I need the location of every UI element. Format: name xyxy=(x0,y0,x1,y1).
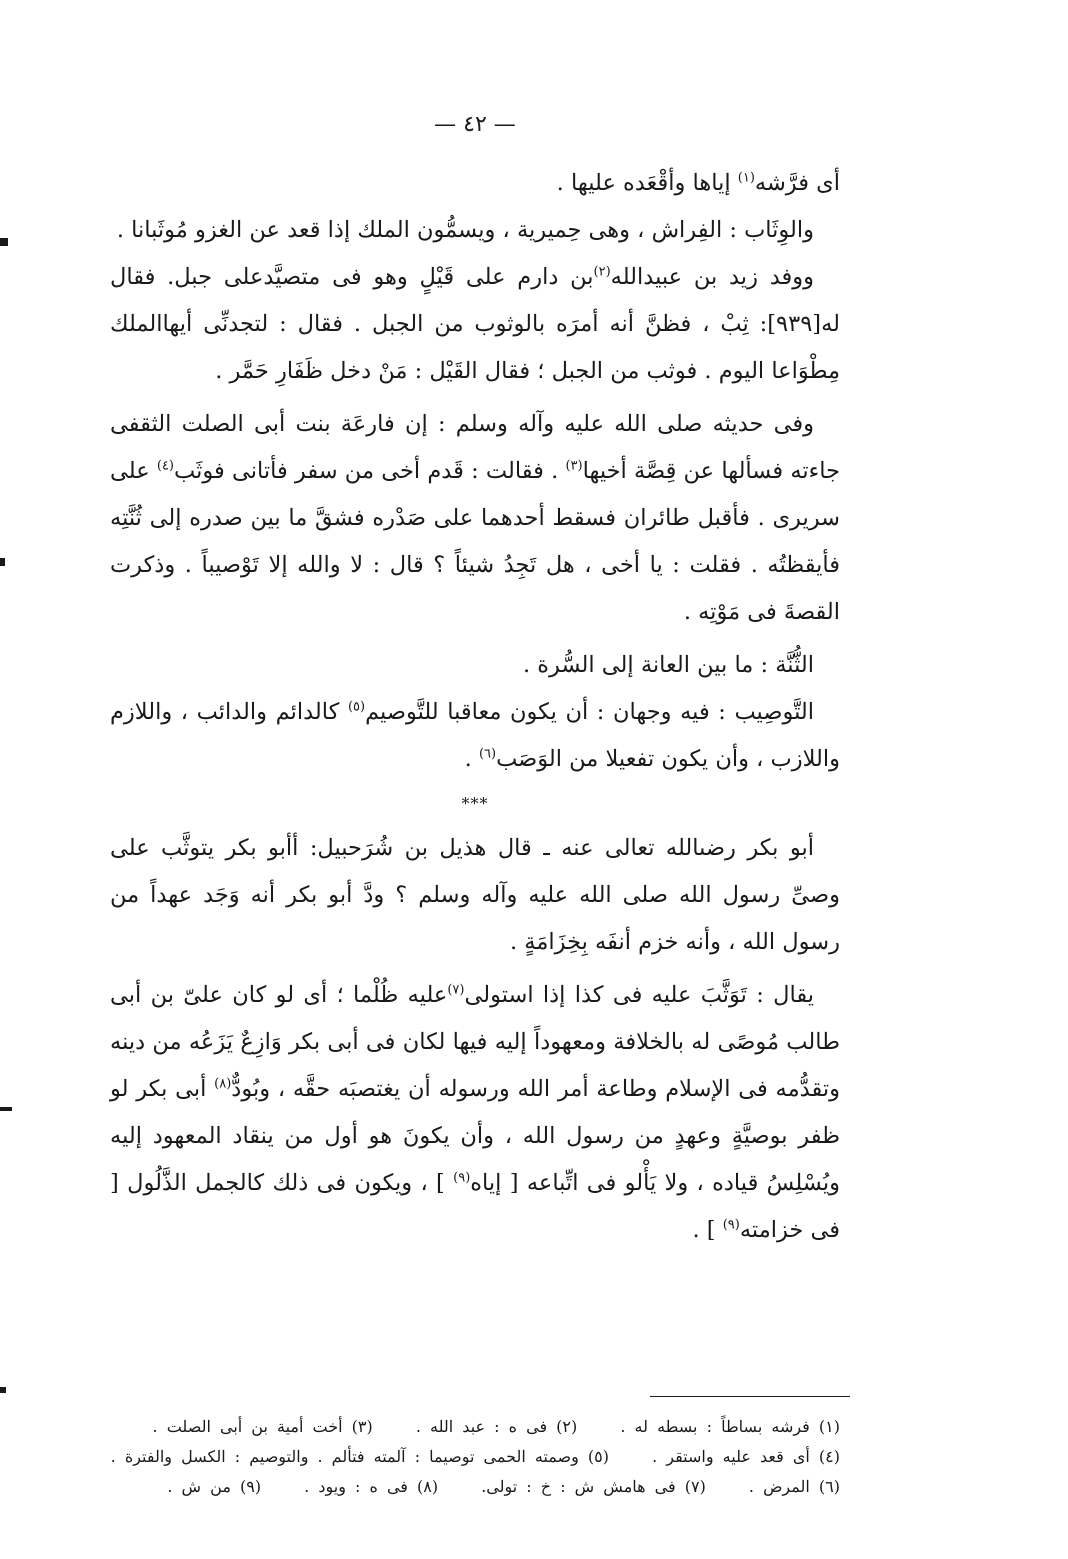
paragraph-3 xyxy=(110,254,840,395)
footnote-8: (٨) فى ه : ويود . xyxy=(304,1477,439,1496)
scan-mark xyxy=(0,1387,6,1393)
text-segment: كالدائم والدائب ، واللازم واللازب ، وأن يكون تفعيلا من الوَصَب xyxy=(110,699,840,772)
footnote-line-1 xyxy=(110,1412,840,1442)
footnote-ref[interactable]: (٦) xyxy=(478,746,497,762)
footnote-1: (١) فرشه بساطاً : بسطه له . xyxy=(620,1417,840,1436)
footnote-line-3 xyxy=(110,1472,840,1502)
footnote-6: (٦) المرض . xyxy=(748,1477,840,1496)
body-text xyxy=(110,160,840,1260)
text-segment: أبى بكر لو ظفر بوصيَّةٍ وعهدٍ من رسول الله ، وأن يكونَ هو أول من ينقاد المعهود إليه ويُسْلِسُ قياده ، ولا يَأْلو فى اتِّباعه [ إياه xyxy=(110,1076,840,1196)
text-segment: . xyxy=(464,746,479,772)
footnote-ref[interactable]: (٨) xyxy=(214,1076,232,1092)
footnote-ref[interactable]: (٣) xyxy=(565,458,583,474)
paragraph-2: والوِثَاب : الفِراش ، وهى حِميرية ، ويسمُّون الملك إذا قعد عن الغزو مُوثَبانا . xyxy=(116,217,814,243)
scan-mark xyxy=(0,238,8,246)
footnote-ref[interactable]: (٤) xyxy=(156,458,174,474)
scan-mark xyxy=(0,1107,12,1111)
footnote-ref[interactable]: (١) xyxy=(737,170,755,186)
text-segment: ] ، ويكون فى ذلك كالجمل الذَّلُول [ فى خزامته xyxy=(110,1170,840,1243)
text-segment: . فقالت : قَدم أخى من سفر فأتانى فوثَب xyxy=(174,458,566,484)
text-segment: التَّوصِيب : فيه وجهان : أن يكون معاقبا للتَّوصيم xyxy=(365,699,814,725)
footnotes xyxy=(110,1412,840,1502)
document-page xyxy=(110,0,840,1559)
paragraph-1 xyxy=(110,160,840,207)
footnote-ref[interactable]: (٧) xyxy=(447,982,465,998)
footnote-2: (٢) فى ه : عبد الله . xyxy=(415,1417,578,1436)
footnote-ref[interactable]: (٢) xyxy=(593,264,611,280)
paragraph-4 xyxy=(110,401,840,636)
footnote-7: (٧) فى هامش ش : خ : تولى. xyxy=(481,1477,706,1496)
paragraph-8 xyxy=(110,972,840,1254)
text-segment: أى فرَّشه xyxy=(754,170,840,196)
footnote-line-2 xyxy=(110,1442,840,1472)
paragraph-7: أبو بكر رضىالله تعالى عنه ـ قال هذيل بن شُرَحبيل: أأبو بكر يتوثَّب على وصىِّ رسول الله صلى الله عليه وآله وسلم ؟ ودَّ أبو بكر أنه وَجَد عهداً من رسول الله ، وأنه خزم أنفَه بِخِزَامَةٍ . xyxy=(110,835,840,955)
text-segment: وفى حديثه صلى الله عليه وآله وسلم : إن فارعَة بنت أبى الصلت الثقفى جاءته فسألها عن قِصَّة أخيها xyxy=(110,411,840,484)
scan-mark xyxy=(0,558,5,566)
text-segment: عليه ظُلْما ؛ أى لو كان علىّ بن أبى طالب مُوصًى له بالخلافة ومعهوداً إليه فيها لكان فى أبى بكر وَازِعٌ يَزَعُه من دينه وتقدُّمه فى الإسلام وطاعة أمر الله ورسوله أن يغتصبَه حقَّه ، وبُودٌّ xyxy=(110,982,840,1102)
footnote-ref[interactable]: (٥) xyxy=(347,699,366,715)
text-segment: إياها وأقْعَده عليها . xyxy=(556,170,738,196)
footnote-ref[interactable]: (٩) xyxy=(722,1217,740,1233)
paragraph-5: الثُّنَّة : ما بين العانة إلى السُّرة . xyxy=(522,652,814,678)
text-segment: على سريرى . فأقبل طائران فسقط أحدهما على صَدْره فشقَّ ما بين صدره إلى ثُنَّتِه فأيقظتُه . فقلت : يا أخى ، هل تَجِدُ شيئاً ؟ قال : لا والله إلا تَوْصيباً . وذكرت القصةَ فى مَوْتِه . xyxy=(110,458,840,625)
footnote-ref[interactable]: (٩) xyxy=(453,1170,471,1186)
footnote-3: (٣) أخت أمية بن أبى الصلت . xyxy=(152,1417,373,1436)
text-segment: بن دارم على قَيْلٍ وهو فى متصيَّدعلى جبل. فقال له[٩٣٩]: ثِبْ ، فظنَّ أنه أمرَه بالوثوب من الجبل . فقال : لتجدنِّى أيهاالملك مِطْوَاعا اليوم . فوثب من الجبل ؛ فقال القَيْل : مَنْ دخل ظَفَارِ حَمَّر . xyxy=(110,264,840,384)
paragraph-6 xyxy=(110,689,840,783)
page-number: — ٤٢ — xyxy=(434,112,516,137)
section-separator: *** xyxy=(461,794,489,813)
footnote-4: (٤) أى قعد عليه واستقر . xyxy=(652,1447,840,1466)
text-segment: يقال : تَوَثَّبَ عليه فى كذا إذا استولى xyxy=(464,982,814,1008)
footnote-5: (٥) وصمته الحمى توصيما : آلمته فتألم . والتوصيم : الكسل والفترة . xyxy=(110,1447,609,1466)
footnote-divider xyxy=(650,1396,850,1397)
text-segment: ووفد زيد بن عبيدالله xyxy=(610,264,815,290)
text-segment: ] . xyxy=(692,1217,723,1243)
footnote-9: (٩) من ش . xyxy=(167,1477,262,1496)
